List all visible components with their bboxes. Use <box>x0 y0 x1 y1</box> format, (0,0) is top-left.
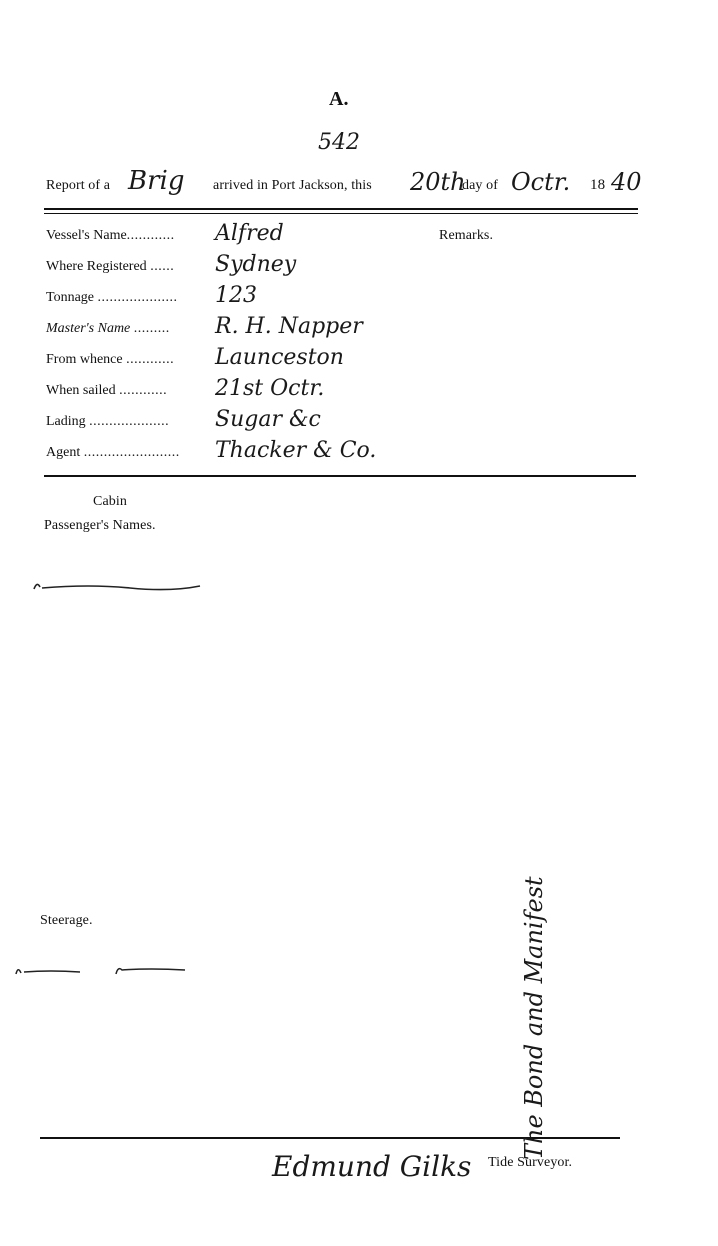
field-dots: ............ <box>119 383 168 398</box>
field-row <box>46 259 216 290</box>
field-label: From whence <box>46 352 123 367</box>
fields-values <box>215 218 376 466</box>
day-of-text: day of <box>462 178 498 193</box>
field-label: Tonnage <box>46 290 95 305</box>
vessel-type: Brig <box>128 166 185 196</box>
tonnage-value: 123 <box>215 283 257 308</box>
agent-value: Thacker & Co. <box>215 438 377 463</box>
where-registered-value: Sydney <box>215 252 297 277</box>
form-number: 542 <box>318 130 360 155</box>
field-row <box>46 383 216 414</box>
field-row <box>46 228 216 259</box>
arrival-month: Octr. <box>511 168 571 196</box>
field-row <box>46 414 216 445</box>
master-name-value: R. H. Napper <box>215 314 363 339</box>
field-dots: ......... <box>133 321 170 336</box>
mid-rule <box>44 475 636 477</box>
top-rule <box>44 208 638 210</box>
form-letter: A. <box>329 88 349 110</box>
field-dots: ............ <box>126 352 175 367</box>
steerage-label: Steerage. <box>40 913 93 928</box>
field-dots: .................... <box>89 414 170 429</box>
passenger-names-label: Passenger's Names. <box>44 518 156 533</box>
year-hand: 40 <box>611 168 642 196</box>
cabin-label: Cabin <box>93 494 127 509</box>
margin-note: The Bond and Manifest <box>520 876 548 1160</box>
year-print: 18 <box>590 177 606 193</box>
field-label: Where Registered <box>46 259 147 274</box>
field-row <box>46 445 216 476</box>
field-dots: ........................ <box>83 445 180 460</box>
field-row <box>46 321 216 352</box>
report-prefix: Report of a <box>46 178 111 193</box>
field-dots: ............ <box>126 228 175 243</box>
field-label: Vessel's Name <box>46 228 127 243</box>
field-dots: .................... <box>97 290 178 305</box>
field-label: When sailed <box>46 383 116 398</box>
when-sailed-value: 21st Octr. <box>215 376 325 401</box>
arrived-text: arrived in Port Jackson, this <box>213 178 372 193</box>
remarks-label: Remarks. <box>439 228 494 243</box>
field-dots: ...... <box>150 259 175 274</box>
steerage-nil-dash <box>10 960 210 980</box>
surveyor-signature: Edmund Gilks <box>272 1150 472 1183</box>
top-rule-thin <box>44 213 638 214</box>
field-label: Lading <box>46 414 86 429</box>
from-whence-value: Launceston <box>215 345 344 370</box>
field-row <box>46 352 216 383</box>
lading-value: Sugar &c <box>215 407 321 432</box>
field-row <box>46 290 216 321</box>
arrival-day: 20th <box>410 168 466 196</box>
tide-surveyor-label: Tide Surveyor. <box>488 1155 573 1170</box>
vessel-name-value: Alfred <box>215 221 284 246</box>
field-label: Master's Name <box>46 321 131 336</box>
cabin-nil-dash <box>30 575 210 595</box>
field-label: Agent <box>46 445 81 460</box>
fields-labels <box>46 228 216 476</box>
